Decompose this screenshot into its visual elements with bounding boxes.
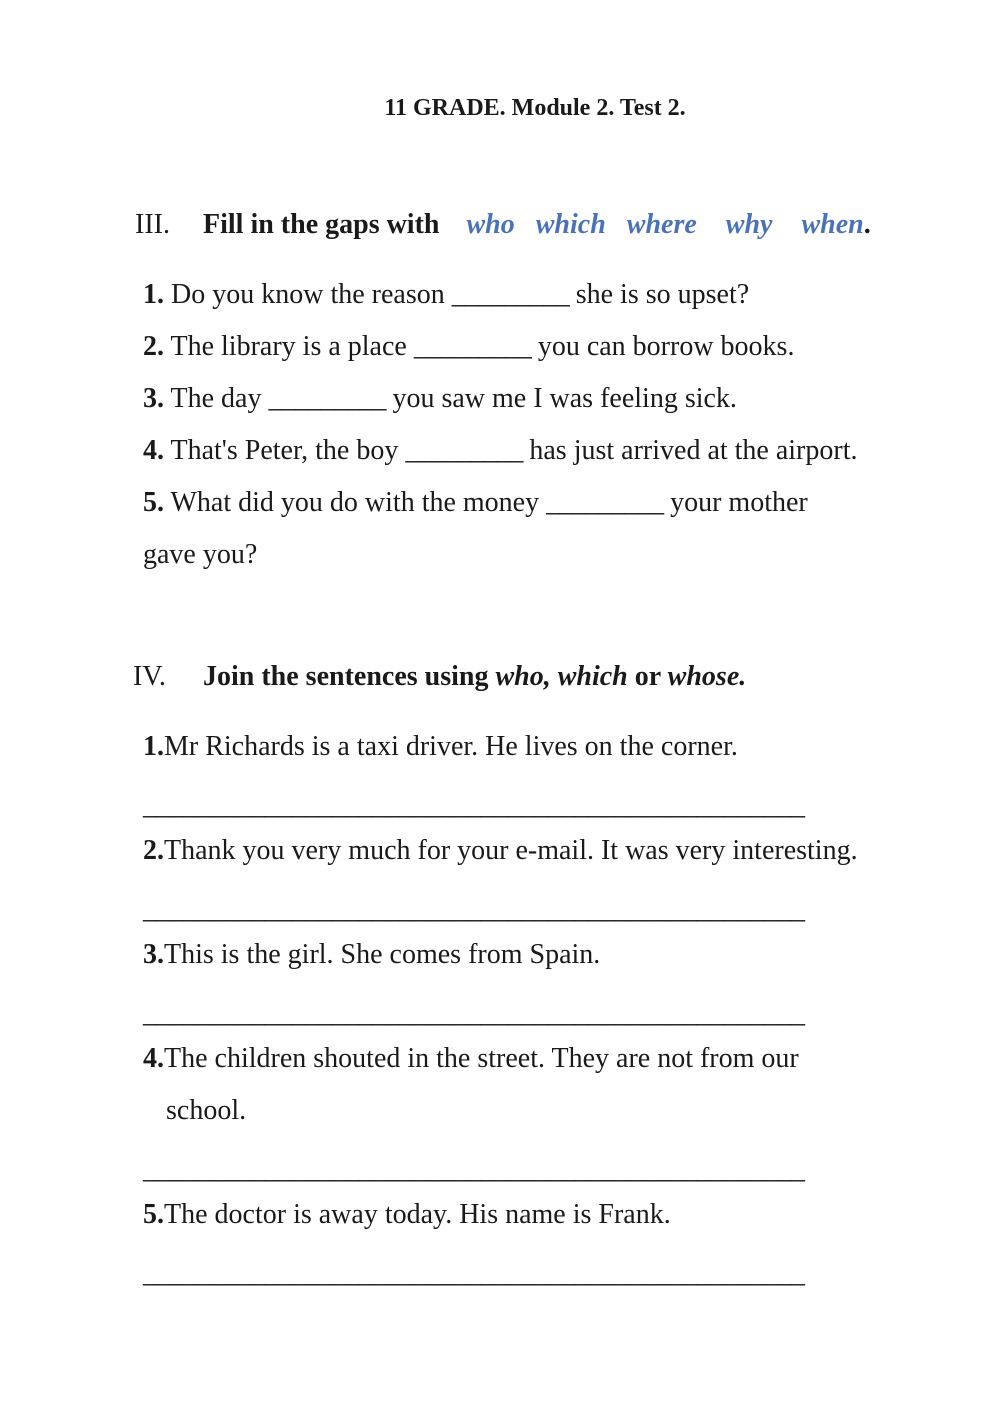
keyword-why: why <box>725 209 773 240</box>
answer-line-1[interactable]: _________________________________________________ <box>143 790 805 821</box>
item-number: 2. <box>143 835 164 866</box>
item-number: 4. <box>143 1043 164 1074</box>
gap-item-2 <box>143 331 794 363</box>
section-3-heading <box>135 209 871 241</box>
section-3-instruction: Fill in the gaps with <box>203 209 440 240</box>
gap-item-5-continuation: gave you? <box>143 539 258 570</box>
answer-line-4[interactable]: _________________________________________________ <box>143 1154 805 1185</box>
item-number: 2. <box>143 331 164 362</box>
item-text-after: you saw me I was feeling sick. <box>385 383 737 414</box>
page-title: 11 GRADE. Module 2. Test 2. <box>384 95 686 121</box>
keyword-when: when <box>801 209 864 240</box>
answer-line-2[interactable]: _________________________________________________ <box>143 894 805 925</box>
gap-item-4 <box>143 435 858 467</box>
item-text: The children shouted in the street. They are not from our <box>164 1043 799 1074</box>
answer-line-3[interactable]: _________________________________________________ <box>143 998 805 1029</box>
gap-blank[interactable]: _________ <box>405 435 523 466</box>
gap-item-1 <box>143 279 749 311</box>
keyword-who: who <box>466 209 515 240</box>
section-4-keywords: who, which <box>495 661 628 692</box>
item-text-before: That's Peter, the boy <box>164 435 406 466</box>
item-number: 1. <box>143 279 164 310</box>
section-4-heading <box>133 661 746 693</box>
item-number: 5. <box>143 1199 164 1230</box>
answer-line-5[interactable]: _________________________________________________ <box>143 1258 805 1289</box>
item-text-before: The day <box>164 383 269 414</box>
item-text: Thank you very much for your e-mail. It was very interesting. <box>164 835 858 866</box>
section-3-numeral: III. <box>135 209 170 240</box>
item-text-after: you can borrow books. <box>530 331 795 362</box>
item-number: 3. <box>143 939 164 970</box>
item-text-after: she is so upset? <box>568 279 750 310</box>
item-text: Mr Richards is a taxi driver. He lives on the corner. <box>164 731 738 762</box>
keyword-which: which <box>535 209 606 240</box>
heading-period: . <box>863 209 871 240</box>
gap-blank[interactable]: _________ <box>268 383 386 414</box>
item-text: This is the girl. She comes from Spain. <box>164 939 601 970</box>
join-item-4-continuation: school. <box>166 1095 247 1126</box>
item-text-after: your mother <box>663 487 808 518</box>
section-4-keyword-whose: whose. <box>667 661 747 692</box>
join-item-2 <box>143 835 858 867</box>
gap-blank[interactable]: _________ <box>451 279 569 310</box>
section-4-instruction: Join the sentences using <box>203 661 496 692</box>
item-text-after: has just arrived at the airport. <box>522 435 858 466</box>
item-text-before: Do you know the reason <box>164 279 452 310</box>
gap-item-3 <box>143 383 737 415</box>
join-item-1 <box>143 731 738 763</box>
gap-blank[interactable]: _________ <box>546 487 664 518</box>
gap-item-5 <box>143 487 808 519</box>
join-item-4 <box>143 1043 799 1075</box>
item-number: 5. <box>143 487 164 518</box>
section-4-numeral: IV. <box>133 661 166 692</box>
join-item-3 <box>143 939 600 971</box>
item-number: 1. <box>143 731 164 762</box>
item-text-before: What did you do with the money <box>164 487 547 518</box>
item-number: 4. <box>143 435 164 466</box>
join-item-5 <box>143 1199 671 1231</box>
item-number: 3. <box>143 383 164 414</box>
section-4-or: or <box>627 661 668 692</box>
gap-blank[interactable]: _________ <box>413 331 531 362</box>
item-text-before: The library is a place <box>164 331 414 362</box>
item-text: The doctor is away today. His name is Frank. <box>164 1199 671 1230</box>
keyword-where: where <box>626 209 697 240</box>
